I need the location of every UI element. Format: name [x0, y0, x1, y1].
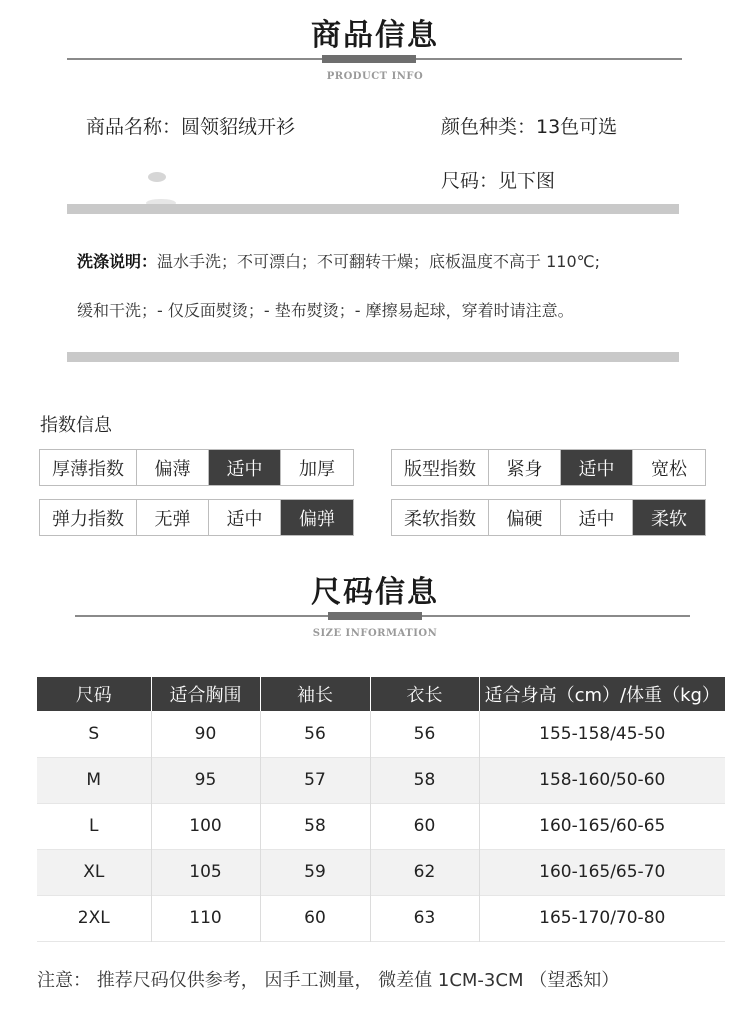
section-divider-bar: [67, 204, 679, 214]
index-label: 版型指数: [392, 450, 489, 485]
care-text-1: 温水手洗；不可漂白；不可翻转干燥；底板温度不高于 110℃;: [157, 252, 601, 271]
table-cell: 62: [370, 849, 479, 895]
table-cell: 158-160/50-60: [479, 757, 725, 803]
header-length: 衣长: [370, 677, 479, 711]
product-colors: 颜色种类：13色可选: [441, 116, 618, 138]
decorative-smudge: [148, 172, 166, 182]
table-cell: M: [37, 757, 151, 803]
table-cell: S: [37, 711, 151, 757]
table-row: [37, 757, 725, 803]
index-info-title: 指数信息: [40, 415, 112, 436]
size-info-divider-accent: [328, 612, 422, 620]
table-row: [37, 803, 725, 849]
index-option: 紧身: [489, 450, 561, 485]
index-group-fit: [391, 449, 706, 486]
table-cell: 56: [260, 711, 370, 757]
table-cell: 57: [260, 757, 370, 803]
table-cell: 110: [151, 895, 260, 941]
index-option: 加厚: [281, 450, 353, 485]
table-cell: 58: [260, 803, 370, 849]
header-chest: 适合胸围: [151, 677, 260, 711]
table-row: [37, 711, 725, 757]
table-cell: 90: [151, 711, 260, 757]
index-group-softness: [391, 499, 706, 536]
table-cell: 155-158/45-50: [539, 723, 666, 744]
table-cell: 2XL: [37, 895, 151, 941]
index-label: 柔软指数: [392, 500, 489, 535]
table-row: [37, 895, 725, 941]
table-cell: 100: [151, 803, 260, 849]
index-option-selected: 适中: [209, 450, 281, 485]
index-option: 偏薄: [137, 450, 209, 485]
care-line-2: [77, 298, 574, 321]
table-cell: XL: [37, 849, 151, 895]
product-size: 尺码：见下图: [441, 170, 556, 192]
header-size: 尺码: [37, 677, 151, 711]
table-row: [37, 849, 725, 895]
index-label: 厚薄指数: [40, 450, 137, 485]
product-info-subtitle: PRODUCT INFO: [326, 71, 424, 82]
section-divider-bar: [67, 352, 679, 362]
index-option: 无弹: [137, 500, 209, 535]
table-cell: 95: [151, 757, 260, 803]
size-info-subtitle: SIZE INFORMATION: [312, 628, 438, 639]
index-option-selected: 柔软: [633, 500, 705, 535]
table-cell: 60: [260, 895, 370, 941]
table-cell: 160-165/65-70: [479, 849, 725, 895]
index-option: 适中: [561, 500, 633, 535]
index-option-selected: 偏弹: [281, 500, 353, 535]
care-line-1: [77, 249, 600, 272]
header-height-weight: 适合身高（cm）/体重（kg）: [479, 677, 725, 711]
index-group-thickness: [39, 449, 354, 486]
table-cell: 165-170/70-80: [539, 908, 666, 928]
index-label: 弹力指数: [40, 500, 137, 535]
care-label: 洗涤说明：: [77, 252, 158, 271]
table-cell: 160-165/60-65: [539, 816, 666, 836]
care-text-2: 缓和干洗；- 仅反面熨烫；- 垫布熨烫；- 摩擦易起球，穿着时请注意。: [77, 301, 574, 320]
product-info-divider-accent: [322, 55, 416, 63]
size-table: [37, 677, 725, 942]
product-name: 商品名称：圆领貂绒开衫: [86, 116, 296, 138]
table-cell: 105: [151, 849, 260, 895]
index-option-selected: 适中: [561, 450, 633, 485]
table-cell: 60: [370, 803, 479, 849]
size-table-header: [37, 677, 725, 711]
index-option: 适中: [209, 500, 281, 535]
product-info-title: 商品信息: [311, 18, 439, 53]
index-group-elasticity: [39, 499, 354, 536]
index-option: 偏硬: [489, 500, 561, 535]
size-note: 注意： 推荐尺码仅供参考， 因手工测量， 微差值 1CM-3CM （望悉知）: [37, 970, 620, 991]
size-info-title: 尺码信息: [311, 575, 439, 610]
index-option: 宽松: [633, 450, 705, 485]
table-cell: L: [37, 803, 151, 849]
table-cell: 63: [370, 895, 479, 941]
table-cell: 59: [260, 849, 370, 895]
table-cell: 58: [370, 757, 479, 803]
table-cell: 56: [370, 711, 479, 757]
header-sleeve: 袖长: [260, 677, 370, 711]
